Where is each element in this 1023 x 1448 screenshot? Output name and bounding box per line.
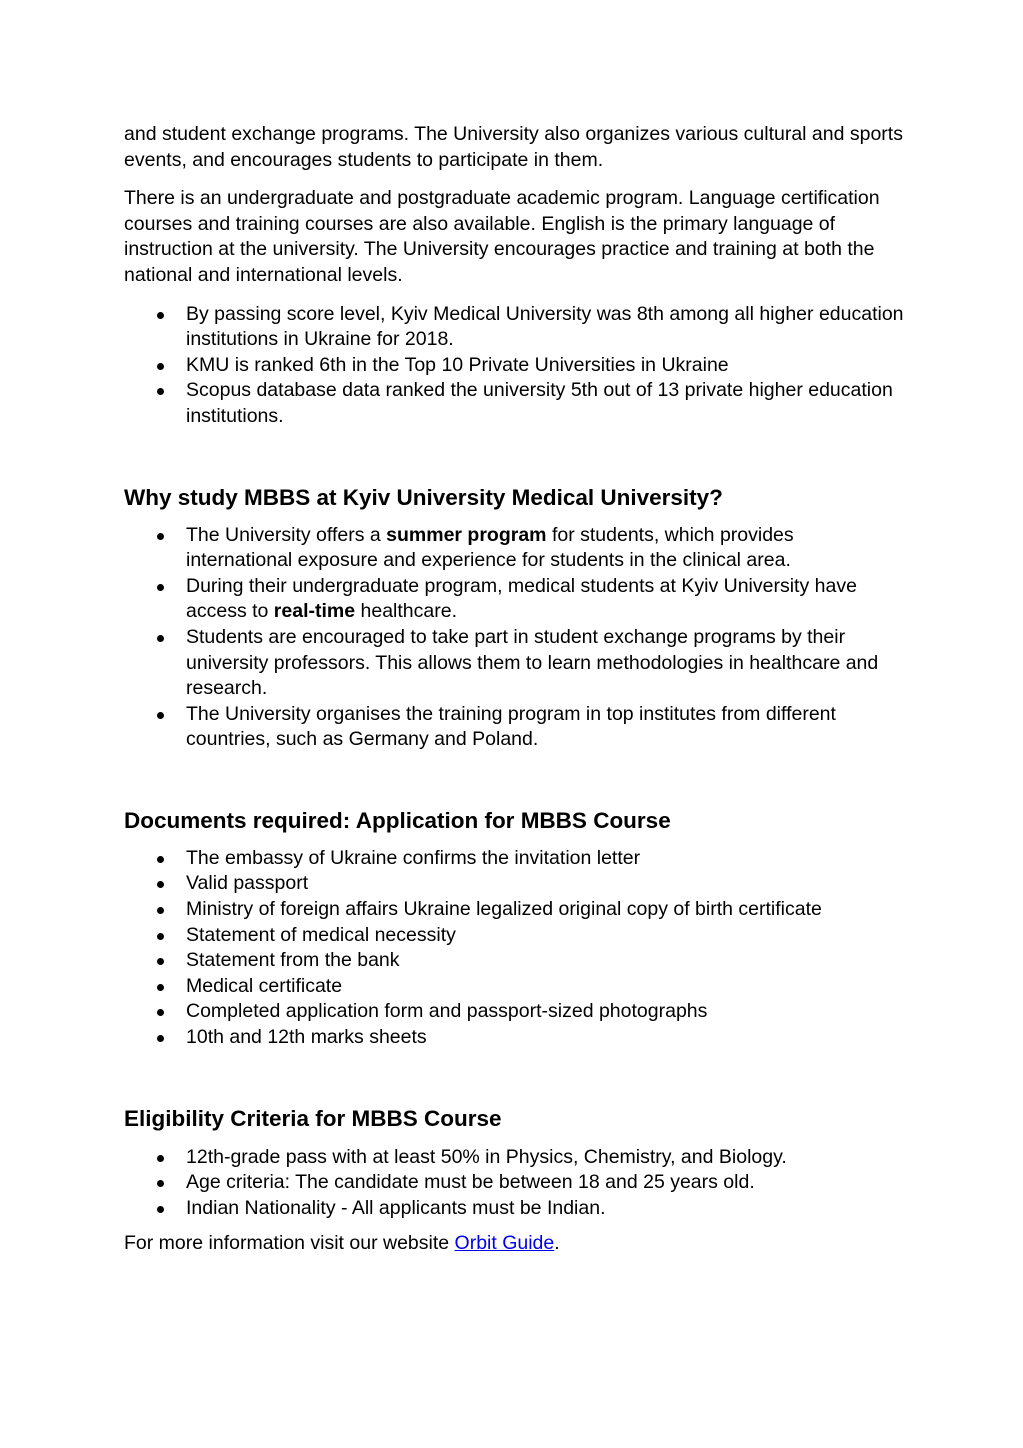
list-item-text: Statement from the bank [186,949,400,972]
eligibility-list [124,1145,904,1222]
list-item [124,353,904,379]
list-item-text: Scopus database data ranked the university 5th out of 13 private higher education institutions. [186,379,893,427]
list-item-text: KMU is ranked 6th in the Top 10 Private Universities in Ukraine [186,353,729,376]
list-item [124,846,904,872]
list-item-text: Indian Nationality - All applicants must be Indian. [186,1196,606,1219]
bullet-icon [157,958,164,965]
list-item-bold: real-time [273,600,356,623]
list-item-text: Valid passport [186,872,309,895]
list-item [124,1145,904,1171]
list-item [124,923,904,949]
list-item-text-post: healthcare. [355,600,457,623]
list-item [124,1170,904,1196]
bullet-icon [157,712,164,719]
bullet-icon [157,584,164,591]
why-study-list [124,523,904,753]
list-item-text: Medical certificate [186,974,343,997]
intro-paragraph-1: and student exchange programs. The University also organizes various cultural and sports events, and encourages students to participate in them. [124,123,903,171]
footer-text: For more information visit our website [124,1232,455,1255]
bullet-icon [157,312,164,319]
documents-list [124,846,904,1051]
bullet-icon [157,1155,164,1162]
bullet-icon [157,881,164,888]
bullet-icon [157,388,164,395]
list-item [124,302,904,353]
why-study-heading: Why study MBBS at Kyiv University Medical University? [124,484,723,510]
bullet-icon [157,933,164,940]
list-item [124,702,904,753]
documents-heading: Documents required: Application for MBBS Course [124,807,671,833]
bullet-icon [157,1206,164,1213]
footer-paragraph [124,1231,904,1257]
list-item [124,378,904,429]
intro-paragraph-2: There is an undergraduate and postgraduate academic program. Language certification courses and training courses are also available. English is the primary language of instruction at the university. The University encourages practice and training at both the national and international levels. [124,187,880,286]
list-item-text: Ministry of foreign affairs Ukraine legalized original copy of birth certificate [186,898,822,921]
list-item-text-pre: The University offers a [186,523,387,546]
list-item [124,1196,904,1222]
bullet-icon [157,533,164,540]
rankings-list [124,302,904,430]
document-page [124,122,904,1257]
list-item-text: By passing score level, Kyiv Medical University was 8th among all higher education institutions in Ukraine for 2018. [186,302,904,351]
list-item-text: Age criteria: The candidate must be between 18 and 25 years old. [186,1171,755,1194]
list-item-text: 10th and 12th marks sheets [186,1026,427,1049]
list-item-text-pre: During their undergraduate program, medical students at Kyiv University have access to [186,574,857,623]
bullet-icon [157,1035,164,1042]
list-item [124,974,904,1000]
list-item-text-post: for students, which provides international exposure and experience for students in the clinical area. [186,523,794,572]
bullet-icon [157,907,164,914]
orbit-guide-link[interactable]: Orbit Guide [454,1232,555,1255]
bullet-icon [157,635,164,642]
list-item [124,574,904,625]
list-item-text: 12th-grade pass with at least 50% in Physics, Chemistry, and Biology. [186,1145,787,1168]
list-item-text: Completed application form and passport-sized photographs [186,1000,708,1023]
list-item-bold: summer program [386,523,547,546]
bullet-icon [157,363,164,370]
list-item [124,871,904,897]
list-item [124,523,904,574]
list-item [124,999,904,1025]
list-item [124,1025,904,1051]
footer-suffix: . [554,1232,560,1255]
list-item [124,948,904,974]
list-item-text: The embassy of Ukraine confirms the invitation letter [186,846,641,869]
bullet-icon [157,856,164,863]
eligibility-heading: Eligibility Criteria for MBBS Course [124,1105,502,1131]
bullet-icon [157,984,164,991]
list-item-text: Students are encouraged to take part in student exchange programs by their university professors. This allows them to learn methodologies in healthcare and research. [186,625,879,700]
list-item [124,625,904,702]
bullet-icon [157,1180,164,1187]
list-item-text: Statement of medical necessity [186,923,456,946]
list-item [124,897,904,923]
bullet-icon [157,1009,164,1016]
list-item-text: The University organises the training program in top institutes from different countries, such as Germany and Poland. [186,702,836,751]
